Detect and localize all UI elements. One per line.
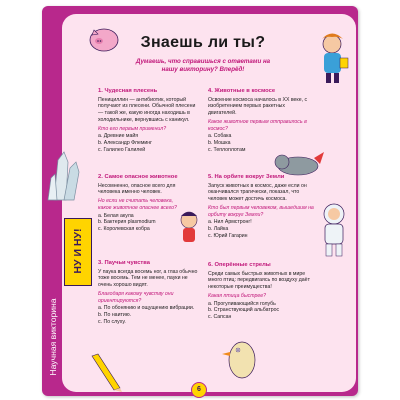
answer-option: b. Мошка [208, 139, 231, 146]
answer-option: b. Лайка [208, 225, 229, 232]
answer-option: a. Древние майя [98, 133, 139, 140]
sidebar-subtitle-box [44, 286, 62, 392]
question-ask: Какая птица быстрее? [208, 292, 267, 299]
sidebar-subtitle: Научная викторина [48, 298, 58, 376]
answer-option: a. По обонянию и ощущению вибрации. [98, 305, 195, 312]
intro-text: Думаешь, что справишься с ответами на нашу викторину? Вперёд! [135, 58, 271, 73]
answer-option: b. По наитию. [98, 311, 132, 318]
question-3 [98, 260, 198, 325]
question-heading: 2. Самое опасное животное [98, 174, 178, 180]
question-heading: 4. Животные в космосе [208, 88, 276, 94]
question-ask: Кто был первым человеком, вышедшим на орбиту вокруг Земли? [208, 204, 314, 218]
bird-illustration [220, 330, 264, 382]
question-heading: 6. Оперённые стрелы [208, 262, 271, 268]
question-text: У паука всегда восемь ног, а глаз обычно тоже восемь. Тем не менее, пауки не очень хорошо видят. [98, 268, 198, 289]
question-6 [208, 262, 320, 321]
page-title: Знаешь ли ты? [140, 34, 266, 51]
question-ask: Благодаря какому чувству они ориентируются? [98, 290, 174, 304]
question-text: Среди самых быстрых животных в мире много птиц: передвигаясь по воздуху даёт некоторые преимущества! [208, 270, 310, 291]
page-number: 6 [191, 382, 207, 398]
question-1 [98, 88, 202, 153]
answer-option: c. По слуху. [98, 318, 126, 325]
pig-illustration [86, 22, 122, 54]
question-ask: Какое животное первым отправилось в космос? [208, 118, 307, 132]
question-text: Освоение космоса началось в XX веке, с изобретением первых ракетных двигателей. [208, 96, 308, 117]
answer-option: a. Собака [208, 133, 232, 140]
astronaut-illustration [316, 200, 352, 258]
question-4 [208, 88, 312, 153]
boy-illustration [316, 30, 350, 84]
sidebar-title-box [64, 218, 92, 286]
question-heading: 5. На орбите вокруг Земли [208, 174, 285, 180]
answer-option: a. Нил Армстронг! [208, 219, 252, 226]
question-5 [208, 174, 316, 239]
question-ask: Кто его первым применил? [98, 125, 167, 132]
question-text: Запуск животных в космос, даже если он оканчивался трагически, показал, что человек может достичь космоса. [208, 182, 307, 203]
question-text: Несомненно, опасное всего для человека именно человек. [98, 182, 176, 196]
answer-option: c. Теплоплотам [208, 146, 246, 153]
question-text: Пенициллин — антибиотик, который получают из плесени. Обычной плесени — такой же, какую иногда находишь в холодильнике, вернувшись с каникул. [98, 96, 196, 123]
crystal-illustration [46, 150, 82, 202]
answer-option: b. Странствующий альбатрос [208, 307, 280, 314]
answer-option: b. Александр Флеминг [98, 139, 153, 146]
sidebar-title: НУ И НУ! [72, 228, 84, 274]
answer-option: b. Бактерия plasmodium [98, 219, 156, 226]
question-heading: 1. Чудесная плесень [98, 88, 158, 94]
answer-option: c. Юрий Гагарин [208, 232, 248, 239]
pencil-illustration [90, 352, 124, 392]
answer-option: a. Прогуливающийся голубь [208, 300, 276, 307]
answer-option: a. Белая акула [98, 212, 134, 219]
answer-option: c. Королевская кобра [98, 225, 150, 232]
answer-option: c. Сапсан [208, 313, 232, 320]
question-ask: Но если не считать человека, какое животное опаснее всего? [98, 198, 177, 211]
question-2 [98, 174, 182, 233]
question-heading: 3. Паучьи чувства [98, 260, 150, 266]
answer-option: c. Галилео Галилей [98, 146, 146, 153]
